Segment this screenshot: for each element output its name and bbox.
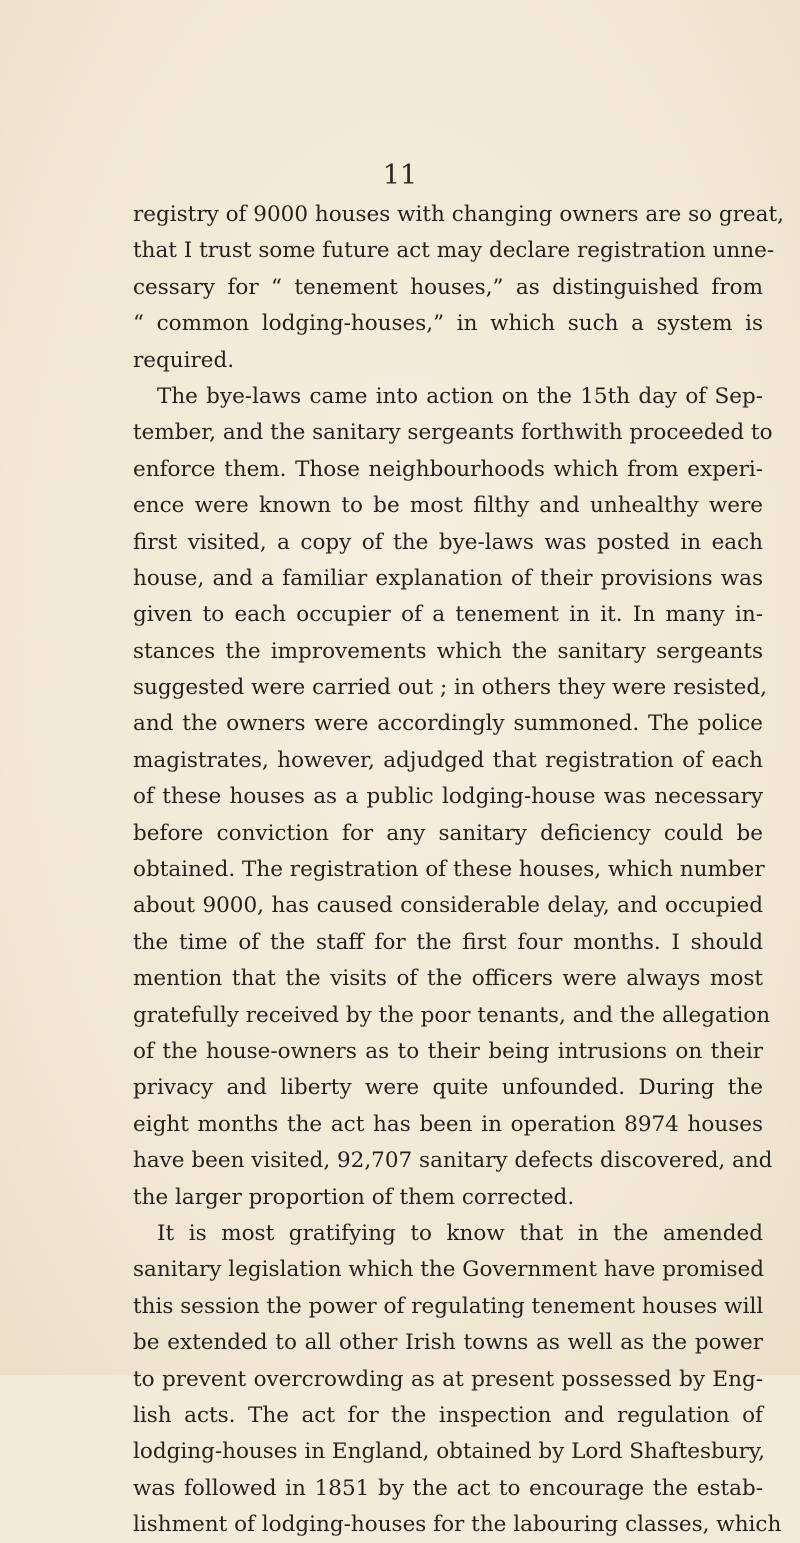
- text-line: tember, and the sanitary sergeants forthwith proceeded to: [133, 420, 773, 446]
- text-line: and the owners were accordingly summoned. The police: [133, 711, 763, 737]
- text-line: registry of 9000 houses with changing owners are so great,: [133, 202, 784, 227]
- body-text: [133, 197, 784, 1543]
- text-line: first visited, a copy of the bye-laws was posted in each: [133, 529, 763, 555]
- text-line: enforce them. Those neighbourhoods which from experi-: [133, 456, 763, 482]
- text-line: before conviction for any sanitary deficiency could be: [133, 820, 763, 846]
- text-line: sanitary legislation which the Government have promised: [133, 1257, 764, 1283]
- text-line: eight months the act has been in operation 8974 houses: [133, 1111, 763, 1137]
- text-line: be extended to all other Irish towns as well as the power: [133, 1330, 763, 1356]
- text-line: cessary for “ tenement houses,” as distinguished from: [133, 274, 763, 300]
- text-line: magistrates, however, adjudged that registration of each: [133, 747, 763, 773]
- text-line: obtained. The registration of these houses, which number: [133, 857, 765, 883]
- text-line: to prevent overcrowding as at present possessed by Eng-: [133, 1366, 763, 1392]
- text-line: The bye-laws came into action on the 15th day of Sep-: [157, 383, 763, 409]
- text-line: suggested were carried out ; in others they were resisted,: [133, 675, 767, 701]
- text-line: “ common lodging-houses,” in which such a system is: [133, 311, 763, 337]
- text-line: It is most gratifying to know that in the amended: [157, 1220, 763, 1246]
- text-line: of the house-owners as to their being intrusions on their: [133, 1038, 763, 1064]
- text-line: this session the power of regulating tenement houses will: [133, 1293, 764, 1319]
- text-line: given to each occupier of a tenement in it. In many in-: [133, 602, 763, 628]
- text-line: was followed in 1851 by the act to encourage the estab-: [133, 1475, 763, 1501]
- text-line: of these houses as a public lodging-house was necessary: [133, 784, 763, 810]
- text-line: lish acts. The act for the inspection and regulation of: [133, 1402, 763, 1428]
- text-line: stances the improvements which the sanitary sergeants: [133, 638, 763, 664]
- text-line: the larger proportion of them corrected.: [133, 1184, 575, 1210]
- text-line: lodging-houses in England, obtained by Lord Shaftesbury,: [133, 1439, 766, 1465]
- text-line: required.: [133, 347, 235, 373]
- text-line: house, and a familiar explanation of their provisions was: [133, 565, 763, 591]
- text-line: ence were known to be most filthy and unhealthy were: [133, 493, 763, 519]
- text-line: gratefully received by the poor tenants, and the allegation: [133, 1002, 771, 1028]
- text-line: about 9000, has caused considerable delay, and occupied: [133, 893, 763, 919]
- text-line: privacy and liberty were quite unfounded. During the: [133, 1075, 763, 1101]
- text-line: mention that the visits of the officers were always most: [133, 966, 763, 992]
- text-line: lishment of lodging-houses for the labouring classes, which: [133, 1512, 782, 1538]
- text-line: have been visited, 92,707 sanitary defects discovered, and: [133, 1148, 773, 1174]
- text-line: the time of the staff for the first four months. I should: [133, 929, 763, 955]
- page-number: 11: [382, 160, 418, 191]
- text-line: that I trust some future act may declare registration unne-: [133, 238, 775, 264]
